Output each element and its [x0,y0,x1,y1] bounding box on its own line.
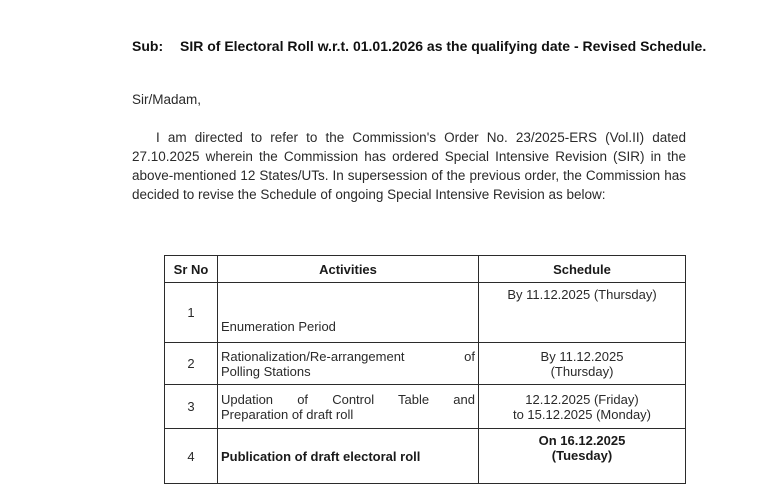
schedule-text: (Tuesday) [551,448,613,463]
schedule-cell [479,343,686,385]
salutation: Sir/Madam, [132,92,202,107]
sr-cell: 4 [165,429,218,484]
sr-cell: 1 [165,283,218,343]
schedule-text: (Thursday) [550,363,614,379]
sr-cell: 2 [165,343,218,385]
subject-label: Sub: [132,38,164,54]
activity-text: Rationalization/Re-arrangement [221,348,405,364]
table-row [165,385,686,429]
sr-cell: 3 [165,385,218,429]
schedule-text: On 16.12.2025 [538,433,626,448]
activity-text: of [464,348,475,364]
activity-text: Polling Stations [221,363,311,379]
schedule-cell: By 11.12.2025 (Thursday) [479,283,686,343]
table-header-row [165,256,686,283]
table-row [165,343,686,385]
schedule-text: to 15.12.2025 (Monday) [512,406,652,422]
subject-text: SIR of Electoral Roll w.r.t. 01.01.2026 as the qualifying date - Revised Schedule. [180,38,707,54]
header-sr-no: Sr No [165,256,218,283]
activity-cell: Publication of draft electoral roll [218,429,479,484]
schedule-text: By 11.12.2025 [540,348,624,364]
activity-text: Updation of Control Table and [221,391,475,407]
activity-text: Preparation of draft roll [221,406,354,422]
header-activities: Activities [218,256,479,283]
activity-cell: Enumeration Period [218,283,479,343]
table-row [165,283,686,343]
activity-cell [218,343,479,385]
schedule-cell [479,429,686,484]
header-schedule: Schedule [479,256,686,283]
body-paragraph: I am directed to refer to the Commission's Order No. 23/2025-ERS (Vol.II) dated 27.10.2025 wherein the Commission has ordered Special Intensive Revision (SIR) in the above-mentioned 12 States/UTs. In supersession of the previous order, the Commission has decided to revise the Schedule of ongoing Special Intensive Revision as below: [132,130,686,202]
schedule-cell [479,385,686,429]
activity-cell [218,385,479,429]
table-row [165,429,686,484]
schedule-table [164,255,686,484]
schedule-text: 12.12.2025 (Friday) [525,391,639,407]
